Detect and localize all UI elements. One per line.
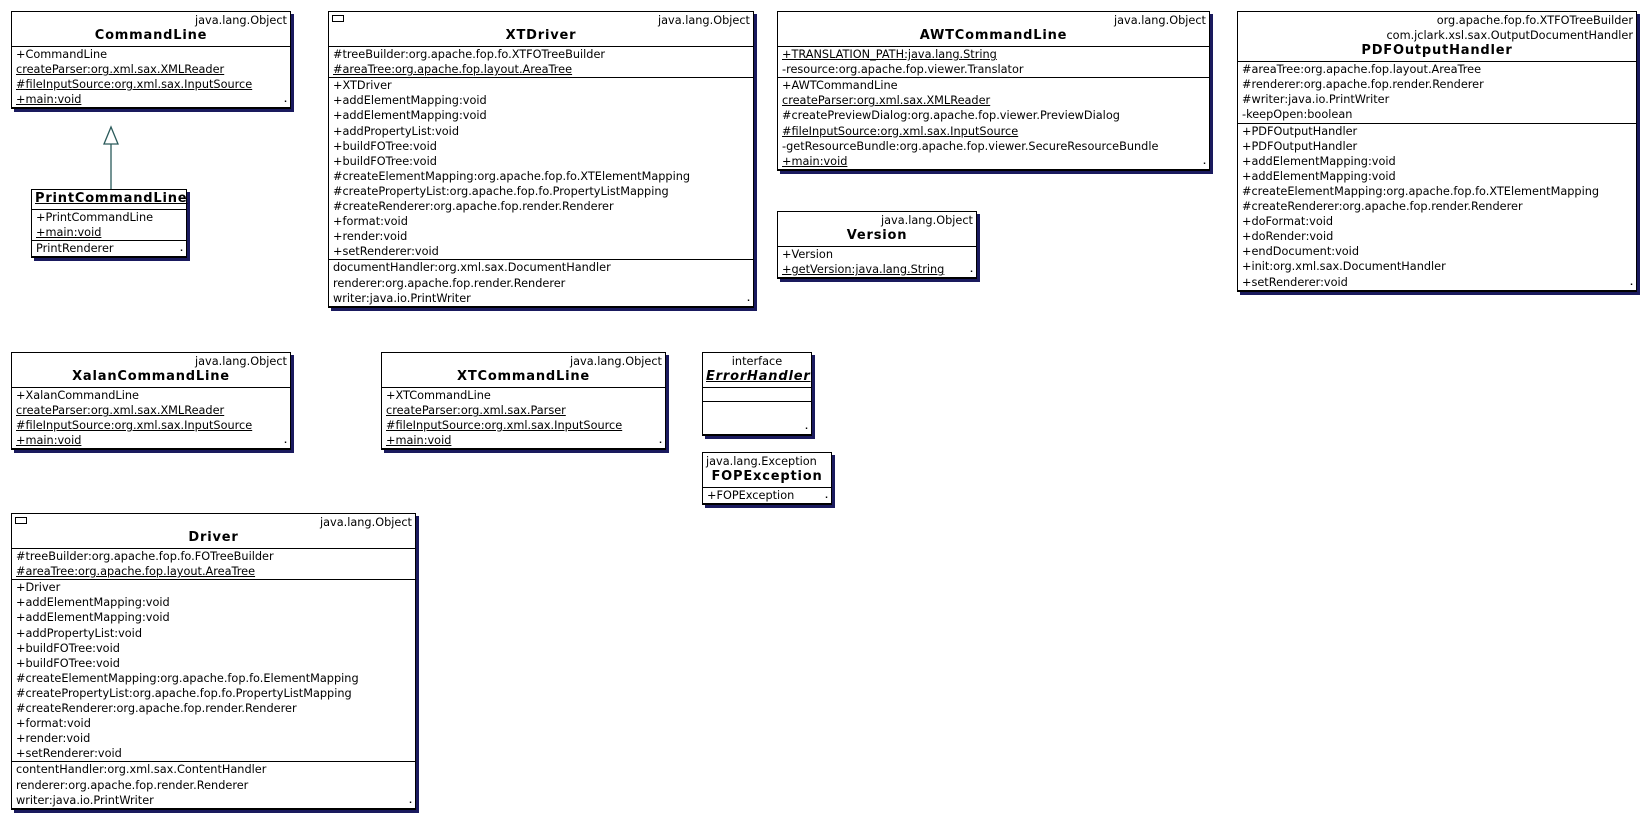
class-member: +setRenderer:void [1242, 275, 1348, 289]
class-member: #treeBuilder:org.apache.fop.fo.XTFOTreeBuilder [333, 48, 606, 62]
class-compartment [778, 247, 976, 278]
class-header [12, 514, 415, 549]
class-member: +addElementMapping:void [1242, 169, 1396, 183]
class-member: +addPropertyList:void [333, 124, 459, 138]
class-compartment [778, 78, 1209, 170]
class-stereotype: java.lang.Object [880, 214, 973, 227]
class-member: +XTDriver [333, 79, 392, 93]
class-header [12, 353, 290, 388]
class-member: +TRANSLATION_PATH:java.lang.String [782, 48, 997, 62]
class-compartment [12, 762, 415, 808]
class-member: +getVersion:java.lang.String [782, 263, 945, 277]
class-member: +main:void [386, 434, 452, 448]
resize-handle-icon[interactable]: · [658, 438, 662, 448]
class-compartment [329, 78, 753, 260]
class-member: +addElementMapping:void [16, 596, 170, 610]
class-member: #createPropertyList:org.apache.fop.fo.PropertyListMapping [333, 184, 669, 198]
class-compartment [1238, 62, 1636, 123]
class-compartment [703, 488, 831, 504]
generalization-arrowhead [104, 127, 118, 144]
class-stereotype: java.lang.Object [194, 355, 287, 368]
class-compartment [382, 388, 665, 449]
class-name: Version [846, 228, 908, 244]
class-member: #createRenderer:org.apache.fop.render.Renderer [16, 702, 297, 716]
class-compartment [12, 388, 290, 449]
class-error-handler[interactable] [702, 352, 812, 436]
class-stereotype: interface [731, 355, 783, 368]
class-member: #createElementMapping:org.apache.fop.fo.XTElementMapping [333, 169, 691, 183]
class-header [703, 453, 831, 488]
class-member: +setRenderer:void [333, 245, 439, 259]
class-member: +addElementMapping:void [1242, 154, 1396, 168]
class-stereotype-secondary: com.jclark.xsl.sax.OutputDocumentHandler [1386, 29, 1633, 43]
resize-handle-icon[interactable]: · [283, 97, 287, 107]
resize-handle-icon[interactable]: · [1629, 279, 1633, 289]
class-member: #writer:java.io.PrintWriter [1242, 93, 1390, 107]
class-compartment [12, 580, 415, 762]
class-member: #createRenderer:org.apache.fop.render.Renderer [1242, 200, 1523, 214]
resize-handle-icon[interactable]: · [746, 295, 750, 305]
class-driver[interactable] [11, 513, 416, 810]
class-member: +doFormat:void [1242, 215, 1334, 229]
class-print-command-line[interactable] [31, 189, 187, 258]
class-compartment [12, 47, 290, 108]
class-version[interactable] [777, 211, 977, 279]
class-member: PrintRenderer [36, 242, 114, 256]
class-header [12, 12, 290, 47]
class-member: +PrintCommandLine [36, 211, 154, 224]
class-header [382, 353, 665, 388]
class-compartment [32, 210, 186, 241]
class-member: #renderer:org.apache.fop.render.Renderer [1242, 78, 1484, 92]
class-header [1238, 12, 1636, 62]
class-name: PDFOutputHandler [1361, 43, 1513, 59]
class-member: contentHandler:org.xml.sax.ContentHandler [16, 763, 267, 777]
class-member: #createPreviewDialog:org.apache.fop.viewer.PreviewDialog [782, 109, 1120, 123]
class-member: #createRenderer:org.apache.fop.render.Renderer [333, 200, 614, 214]
class-compartment [1238, 124, 1636, 291]
class-member: +endDocument:void [1242, 245, 1359, 259]
class-member: -keepOpen:boolean [1242, 108, 1353, 122]
class-name: PrintCommandLine [35, 191, 188, 206]
class-member: #fileInputSource:org.xml.sax.InputSource [386, 419, 623, 433]
class-member: +main:void [16, 434, 82, 448]
class-member: +render:void [16, 732, 91, 746]
class-member: +format:void [16, 717, 91, 731]
class-compartment [32, 241, 186, 257]
class-member: +buildFOTree:void [333, 139, 437, 153]
class-command-line[interactable] [11, 11, 291, 109]
package-tab-icon [332, 15, 344, 22]
class-member: #fileInputSource:org.xml.sax.InputSource [782, 124, 1019, 138]
class-fopexception[interactable] [702, 452, 832, 505]
class-member: createParser:org.xml.sax.Parser [386, 404, 566, 418]
class-member: +buildFOTree:void [16, 656, 120, 670]
class-member: #areaTree:org.apache.fop.layout.AreaTree [16, 565, 256, 579]
class-member: +addElementMapping:void [16, 611, 170, 625]
class-member: #fileInputSource:org.xml.sax.InputSource [16, 78, 253, 92]
class-member: -getResourceBundle:org.apache.fop.viewer.SecureResourceBundle [782, 139, 1159, 153]
class-member: createParser:org.xml.sax.XMLReader [16, 63, 225, 77]
resize-handle-icon[interactable]: · [1202, 158, 1206, 168]
class-member: #treeBuilder:org.apache.fop.fo.FOTreeBuilder [16, 550, 274, 564]
class-member: +Version [782, 248, 834, 262]
class-stereotype: java.lang.Object [194, 14, 287, 27]
class-member: #fileInputSource:org.xml.sax.InputSource [16, 419, 253, 433]
class-member: writer:java.io.PrintWriter [16, 793, 154, 807]
class-header [703, 353, 811, 388]
class-name: CommandLine [94, 28, 208, 44]
class-compartment [329, 260, 753, 306]
class-compartment [778, 47, 1209, 78]
resize-handle-icon[interactable]: · [179, 246, 183, 256]
class-name: FOPException [711, 469, 823, 485]
class-member: +init:org.xml.sax.DocumentHandler [1242, 260, 1446, 274]
class-name: XTCommandLine [457, 369, 590, 385]
class-stereotype: java.lang.Object [1113, 14, 1206, 27]
class-member: createParser:org.xml.sax.XMLReader [16, 404, 225, 418]
class-header [778, 212, 976, 247]
class-compartment [703, 402, 811, 435]
class-member: +render:void [333, 230, 408, 244]
class-member: +main:void [782, 154, 848, 168]
class-stereotype: java.lang.Object [569, 355, 662, 368]
class-compartment [12, 549, 415, 580]
class-member: +setRenderer:void [16, 747, 122, 761]
class-member: writer:java.io.PrintWriter [333, 291, 471, 305]
class-member: +addPropertyList:void [16, 626, 142, 640]
class-member: #createPropertyList:org.apache.fop.fo.PropertyListMapping [16, 686, 352, 700]
class-member: renderer:org.apache.fop.render.Renderer [16, 778, 249, 792]
resize-handle-icon[interactable]: · [283, 438, 287, 448]
class-member: +Driver [16, 581, 61, 595]
class-member: +PDFOutputHandler [1242, 124, 1358, 138]
class-member: +AWTCommandLine [782, 79, 898, 93]
class-stereotype: java.lang.Object [319, 516, 412, 529]
class-name: XalanCommandLine [72, 369, 230, 385]
class-member: #createElementMapping:org.apache.fop.fo.XTElementMapping [1242, 184, 1600, 198]
class-member: +XalanCommandLine [16, 389, 139, 403]
class-member: documentHandler:org.xml.sax.DocumentHandler [333, 261, 611, 275]
class-name: Driver [188, 530, 239, 546]
class-pdfoutput-handler[interactable] [1237, 11, 1637, 292]
class-member: +format:void [333, 215, 408, 229]
class-xtdriver[interactable] [328, 11, 754, 308]
class-member: +main:void [36, 226, 102, 240]
resize-handle-icon[interactable]: · [824, 493, 828, 503]
class-name: XTDriver [505, 28, 577, 44]
class-header [778, 12, 1209, 47]
class-header [32, 190, 186, 210]
class-member: +main:void [16, 93, 82, 107]
class-compartment [703, 388, 811, 402]
class-member: +FOPException [707, 489, 795, 503]
class-member: +PDFOutputHandler [1242, 139, 1358, 153]
class-member: +CommandLine [16, 48, 108, 62]
class-compartment [329, 47, 753, 78]
class-awtcommand-line[interactable] [777, 11, 1210, 171]
class-member: +addElementMapping:void [333, 94, 487, 108]
class-header [329, 12, 753, 47]
class-stereotype: java.lang.Object [657, 14, 750, 27]
class-member: +XTCommandLine [386, 389, 491, 403]
class-member: +addElementMapping:void [333, 109, 487, 123]
class-member: #createElementMapping:org.apache.fop.fo.ElementMapping [16, 671, 359, 685]
class-name: ErrorHandler [706, 369, 811, 385]
class-xalan-command-line[interactable] [11, 352, 291, 450]
class-member: -resource:org.apache.fop.viewer.Translator [782, 63, 1024, 77]
class-stereotype: org.apache.fop.fo.XTFOTreeBuilder [1436, 14, 1633, 27]
class-name: AWTCommandLine [919, 28, 1068, 44]
class-member: createParser:org.xml.sax.XMLReader [782, 94, 991, 108]
resize-handle-icon[interactable]: · [804, 424, 808, 434]
class-member: #areaTree:org.apache.fop.layout.AreaTree [1242, 63, 1482, 77]
class-stereotype: java.lang.Exception [706, 455, 817, 468]
class-member: +doRender:void [1242, 230, 1334, 244]
package-tab-icon [15, 517, 27, 524]
resize-handle-icon[interactable]: · [969, 267, 973, 277]
class-member: +buildFOTree:void [16, 641, 120, 655]
class-member: +buildFOTree:void [333, 154, 437, 168]
class-member: renderer:org.apache.fop.render.Renderer [333, 276, 566, 290]
class-xtcommand-line[interactable] [381, 352, 666, 450]
class-member: #areaTree:org.apache.fop.layout.AreaTree [333, 63, 573, 77]
resize-handle-icon[interactable]: · [408, 797, 412, 807]
